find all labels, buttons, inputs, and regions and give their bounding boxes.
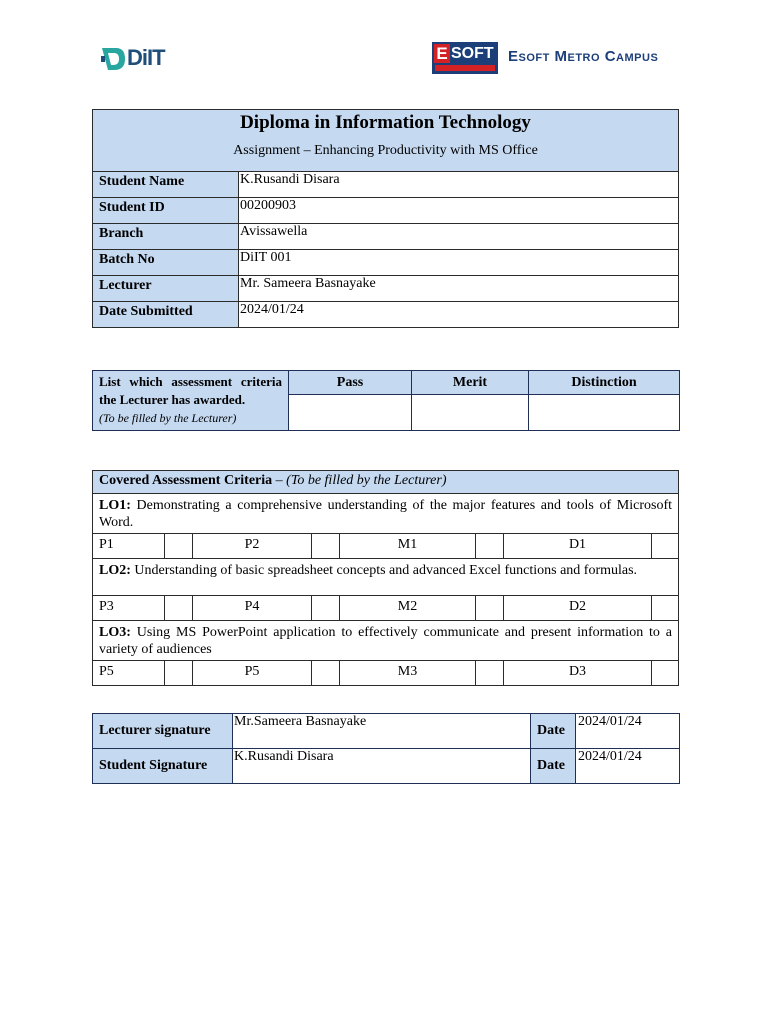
awarded-criteria-note: (To be filled by the Lecturer) (99, 411, 237, 425)
student-details-table (92, 109, 679, 328)
lo-code: LO3: (99, 625, 131, 640)
criteria-label: P4 (193, 596, 312, 621)
covered-criteria-table (92, 470, 679, 686)
criteria-check-cell[interactable] (312, 661, 340, 686)
awarded-criteria-table (92, 370, 680, 431)
merit-header: Merit (412, 371, 529, 395)
esoft-campus-name: Esoft Metro Campus (508, 48, 659, 65)
criteria-check-cell[interactable] (165, 661, 193, 686)
criteria-check-cell[interactable] (165, 534, 193, 559)
diit-logo-text: DiIT (127, 45, 165, 70)
date-value[interactable]: 2024/01/24 (576, 714, 680, 749)
esoft-logo (432, 42, 682, 74)
criteria-check-cell[interactable] (312, 596, 340, 621)
learning-outcome-2 (93, 559, 679, 596)
awarded-criteria-label (93, 371, 289, 431)
detail-label: Batch No (93, 250, 239, 276)
criteria-label: P5 (93, 661, 165, 686)
criteria-label: M1 (340, 534, 476, 559)
esoft-logo-soft: SOFT (451, 45, 494, 62)
awarded-criteria-text: List which assessment criteria the Lecturer has awarded. (99, 374, 282, 407)
document-subtitle: Assignment – Enhancing Productivity with MS Office (233, 143, 538, 158)
merit-cell[interactable] (412, 395, 529, 431)
detail-row (93, 250, 679, 276)
learning-outcome-1 (93, 494, 679, 534)
detail-label: Lecturer (93, 276, 239, 302)
criteria-label: D3 (504, 661, 652, 686)
esoft-logo-box (432, 42, 498, 74)
date-label: Date (531, 749, 576, 784)
criteria-label: D2 (504, 596, 652, 621)
detail-value: Avissawella (239, 224, 679, 250)
date-value[interactable]: 2024/01/24 (576, 749, 680, 784)
lo-code: LO2: (99, 563, 131, 578)
criteria-row (93, 534, 679, 559)
detail-value: 2024/01/24 (239, 302, 679, 328)
criteria-label: M3 (340, 661, 476, 686)
distinction-cell[interactable] (529, 395, 680, 431)
criteria-label: P1 (93, 534, 165, 559)
criteria-row (93, 661, 679, 686)
detail-value: Mr. Sameera Basnayake (239, 276, 679, 302)
signature-label: Student Signature (93, 749, 233, 784)
criteria-check-cell[interactable] (652, 661, 679, 686)
distinction-header: Distinction (529, 371, 680, 395)
signature-value[interactable]: K.Rusandi Disara (233, 749, 531, 784)
pass-header: Pass (289, 371, 412, 395)
detail-value: K.Rusandi Disara (239, 172, 679, 198)
criteria-check-cell[interactable] (476, 661, 504, 686)
criteria-check-cell[interactable] (652, 534, 679, 559)
detail-label: Branch (93, 224, 239, 250)
document-title: Diploma in Information Technology (240, 112, 531, 133)
lo-text: Using MS PowerPoint application to effectively communicate and present information to a variety of audiences (99, 625, 672, 657)
covered-criteria-header (93, 471, 679, 494)
detail-label: Date Submitted (93, 302, 239, 328)
criteria-label: M2 (340, 596, 476, 621)
lo-code: LO1: (99, 498, 131, 513)
signature-row (93, 749, 680, 784)
signature-value[interactable]: Mr.Sameera Basnayake (233, 714, 531, 749)
detail-row (93, 276, 679, 302)
detail-label: Student ID (93, 198, 239, 224)
signature-row (93, 714, 680, 749)
detail-row (93, 224, 679, 250)
diit-mark-icon (100, 44, 126, 74)
pass-cell[interactable] (289, 395, 412, 431)
covered-criteria-note: – (To be filled by the Lecturer) (275, 473, 447, 488)
criteria-check-cell[interactable] (476, 596, 504, 621)
criteria-check-cell[interactable] (165, 596, 193, 621)
criteria-label: P2 (193, 534, 312, 559)
lo-text: Demonstrating a comprehensive understanding of the major features and tools of Microsoft Word. (99, 498, 672, 530)
criteria-label: P3 (93, 596, 165, 621)
criteria-row (93, 596, 679, 621)
document-header (93, 110, 679, 172)
signature-table (92, 713, 680, 784)
date-label: Date (531, 714, 576, 749)
lo-text: Understanding of basic spreadsheet concepts and advanced Excel functions and formulas. (130, 563, 638, 578)
esoft-logo-tagline (435, 65, 495, 71)
detail-value: 00200903 (239, 198, 679, 224)
criteria-check-cell[interactable] (312, 534, 340, 559)
criteria-label: D1 (504, 534, 652, 559)
detail-row (93, 172, 679, 198)
criteria-check-cell[interactable] (476, 534, 504, 559)
detail-value: DiIT 001 (239, 250, 679, 276)
criteria-label: P5 (193, 661, 312, 686)
detail-row (93, 198, 679, 224)
detail-label: Student Name (93, 172, 239, 198)
esoft-logo-e: E (434, 44, 450, 63)
covered-criteria-title: Covered Assessment Criteria (99, 473, 273, 488)
criteria-check-cell[interactable] (652, 596, 679, 621)
detail-row (93, 302, 679, 328)
diit-logo (100, 42, 170, 78)
signature-label: Lecturer signature (93, 714, 233, 749)
learning-outcome-3 (93, 621, 679, 661)
